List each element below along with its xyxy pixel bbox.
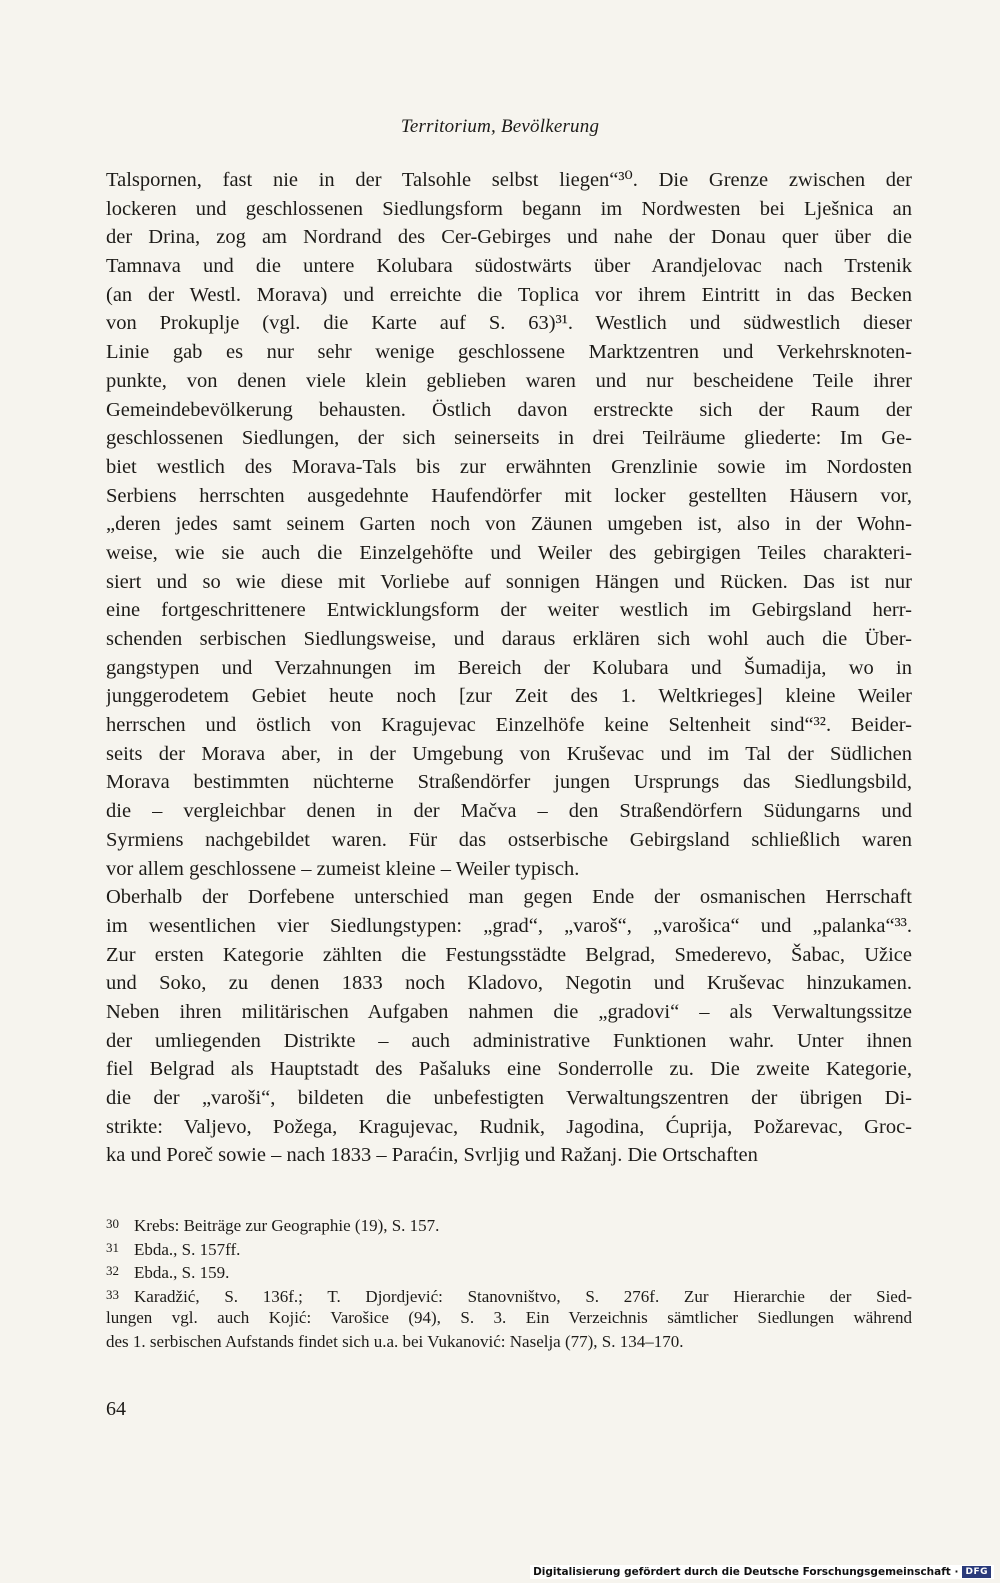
body-line: im wesentlichen vier Siedlungstypen: „grad“, „varoš“, „varošica“ und „palanka“³³. [106, 914, 912, 937]
body-line: von Prokuplje (vgl. die Karte auf S. 63)³¹. Westlich und südwestlich dieser [106, 312, 912, 335]
footnote-line [106, 1306, 912, 1330]
body-line: herrschen und östlich von Kragujevac Einzelhöfe keine Seltenheit sind“³². Beider- [106, 714, 912, 737]
body-line: und Soko, zu denen 1833 noch Kladovo, Negotin und Kruševac hinzukamen. [106, 972, 912, 995]
body-line: schenden serbischen Siedlungsweise, und daraus erklären sich wohl auch die Über- [106, 628, 912, 650]
running-head: Territorium, Bevölkerung [400, 116, 600, 137]
body-line: die – vergleichbar denen in der Mačva – den Straßendörfern Südungarns und [106, 800, 912, 823]
body-line: die der „varoši“, bildeten die unbefestigten Verwaltungszentren der übrigen Di- [106, 1087, 912, 1109]
body-line: Talspornen, fast nie in der Talsohle selbst liegen“³⁰. Die Grenze zwischen der [106, 169, 912, 191]
body-line: Morava bestimmten nüchterne Straßendörfer jungen Ursprungs das Siedlungsbild, [106, 771, 912, 794]
body-text [106, 166, 912, 1170]
body-line: vor allem geschlossene – zumeist kleine – Weiler typisch. [106, 857, 580, 880]
body-line: lockeren und geschlossenen Siedlungsform begann im Nordwesten bei Lješnica an [106, 197, 912, 220]
body-line: seits der Morava aber, in der Umgebung von Kruševac und im Tal der Südlichen [106, 742, 912, 765]
footnote-text: lungen vgl. auch Kojić: Varošice (94), S. 3. Ein Verzeichnis sämtlicher Siedlungen während [106, 1308, 912, 1327]
body-line: Gemeindebevölkerung behausten. Östlich davon erstreckte sich der Raum der [106, 398, 912, 421]
body-line: Tamnava und die untere Kolubara südostwärts über Arandjelovac nach Trstenik [106, 255, 912, 278]
body-line: Oberhalb der Dorfebene unterschied man gegen Ende der osmanischen Herrschaft [106, 886, 912, 909]
body-line: Neben ihren militärischen Aufgaben nahmen die „gradovi“ – als Verwaltungssitze [106, 1000, 912, 1023]
footnotes [106, 1212, 912, 1353]
body-line: der umliegenden Distrikte – auch administrative Funktionen wahr. Unter ihnen [106, 1029, 912, 1052]
body-line: der Drina, zog am Nordrand des Cer-Gebirges und nahe der Donau quer über die [106, 226, 912, 249]
body-line: Zur ersten Kategorie zählten die Festungsstädte Belgrad, Smederevo, Šabac, Užice [106, 943, 912, 966]
body-line: punkte, von denen viele klein geblieben waren und nur bescheidene Teile ihrer [106, 369, 912, 392]
dfg-logo: DFG [962, 1566, 991, 1578]
footnote-line [106, 1212, 912, 1236]
body-line: Syrmiens nachgebildet waren. Für das ostserbische Gebirgsland schließlich waren [106, 828, 912, 851]
body-line: fiel Belgrad als Hauptstadt des Pašaluks eine Sonderrolle zu. Die zweite Kategorie, [106, 1058, 912, 1081]
body-line: Serbiens herrschten ausgedehnte Haufendörfer mit locker gestellten Häusern vor, [106, 484, 912, 507]
body-line: weise, wie sie auch die Einzelgehöfte und Weiler des gebirgigen Teiles charakteri- [106, 541, 912, 564]
body-line: eine fortgeschrittenere Entwicklungsform der weiter westlich im Gebirgsland herr- [106, 599, 912, 622]
footnote-line [106, 1259, 912, 1283]
footnote-text: Karadžić, S. 136f.; T. Djordjević: Stanovništvo, S. 276f. Zur Hierarchie der Sied- [134, 1286, 912, 1306]
body-line: geschlossenen Siedlungen, der sich seinerseits in drei Teilräume gliederte: Im Ge- [106, 427, 912, 450]
footnote-number: 30 [106, 1216, 119, 1231]
body-line: junggerodetem Gebiet heute noch [zur Zeit des 1. Weltkrieges] kleine Weiler [106, 685, 912, 708]
footnote-number: 31 [106, 1239, 119, 1255]
footnote-text: Ebda., S. 157ff. [134, 1239, 241, 1259]
footnote-number: 32 [106, 1263, 119, 1278]
body-line: biet westlich des Morava-Tals bis zur erwähnten Grenzlinie sowie im Nordosten [106, 455, 912, 478]
footnote-text: Krebs: Beiträge zur Geographie (19), S. 157. [134, 1216, 440, 1235]
footnote-line [106, 1330, 912, 1354]
body-line: strikte: Valjevo, Požega, Kragujevac, Rudnik, Jagodina, Ćuprija, Požarevac, Groc- [106, 1115, 912, 1138]
body-line: Linie gab es nur sehr wenige geschlossene Marktzentren und Verkehrsknoten- [106, 341, 912, 364]
page-number: 64 [106, 1398, 126, 1420]
footnote-number: 33 [106, 1286, 119, 1302]
footnote-text: des 1. serbischen Aufstands findet sich u.a. bei Vukanović: Naselja (77), S. 134–170. [106, 1331, 684, 1351]
footnote-line [106, 1236, 912, 1260]
body-line: (an der Westl. Morava) und erreichte die Toplica vor ihrem Eintritt in das Becken [106, 283, 912, 306]
footnote-text: Ebda., S. 159. [134, 1263, 230, 1282]
body-line: ka und Poreč sowie – nach 1833 – Paraćin, Svrljig und Ražanj. Die Ortschaften [106, 1144, 758, 1167]
body-line: „deren jedes samt seinem Garten noch von Zäunen umgeben ist, also in der Wohn- [106, 513, 912, 536]
digitization-credit [530, 1565, 994, 1579]
body-line: gangstypen und Verzahnungen im Bereich der Kolubara und Šumadija, wo in [106, 656, 912, 679]
credit-text: Digitalisierung gefördert durch die Deutsche Forschungsgemeinschaft · [533, 1566, 959, 1578]
footnote-line [106, 1283, 912, 1307]
body-line: siert und so wie diese mit Vorliebe auf sonnigen Hängen und Rücken. Das ist nur [106, 570, 912, 593]
